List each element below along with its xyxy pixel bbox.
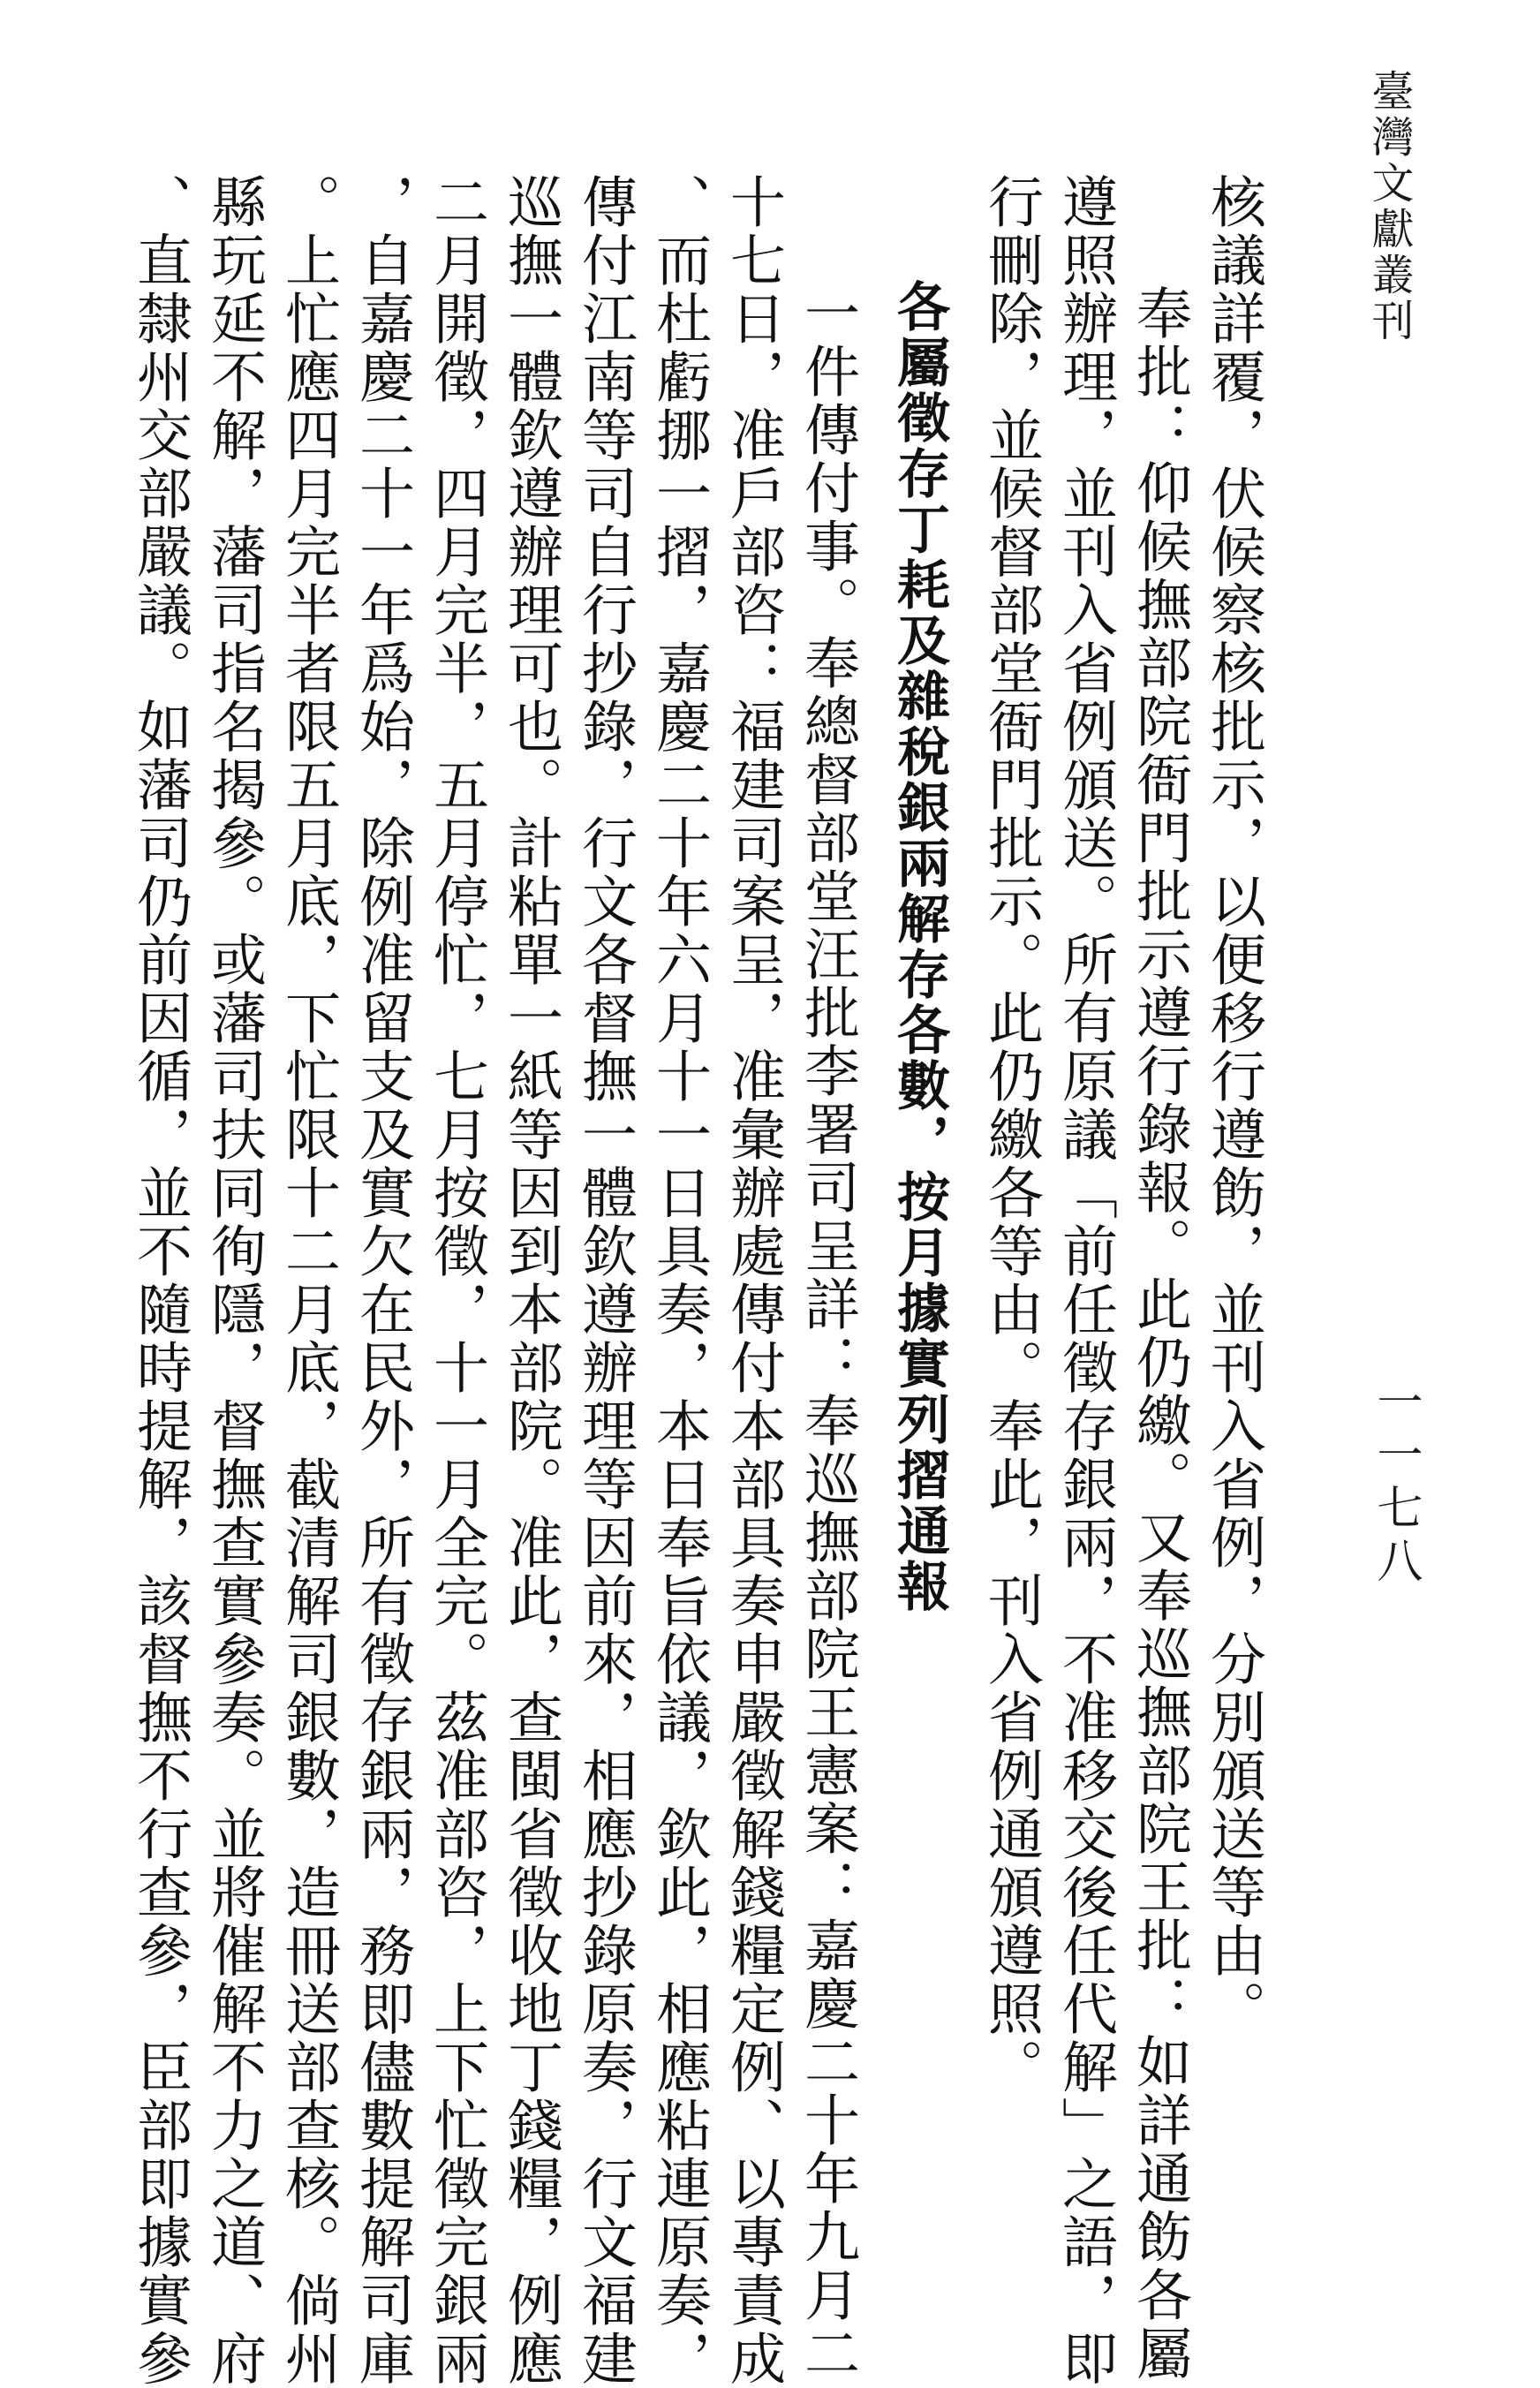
series-title: 臺灣文獻叢刊: [1364, 69, 1414, 344]
text-column: 。上忙應四月完半者限五月底，下忙限十二月底，截清解司銀數，造冊送部查核。倘州: [276, 173, 341, 2388]
text-column: 傳付江南等司自行抄錄，行文各督撫一體欽遵辦理等因前來，相應抄錄原奏，行文福建: [573, 173, 638, 2388]
text-column: 二月開徵，四月完半，五月停忙，七月按徵，十一月全完。茲准部咨，上下忙徵完銀兩: [425, 173, 489, 2388]
section-heading: 各屬徵存丁耗及雜稅銀兩解存各數，按月據實列摺通報: [888, 279, 950, 1614]
text-column: 行刪除，並候督部堂衙門批示。此仍繳各等由。奉此，刊入省例通頒遵照。: [979, 173, 1044, 2097]
text-column: 核議詳覆，伏候察核批示，以便移行遵飭，並刊入省例，分別頒送等由。: [1202, 173, 1266, 2038]
text-column: ，自嘉慶二十一年爲始，除例准留支及實欠在民外，所有徵存銀兩，務即儘數提解司庫: [351, 173, 415, 2388]
text-column: 奉批：仰候撫部院衙門批示遵行錄報。此仍繳。又奉巡撫部院王批：如詳通飭各屬: [1128, 284, 1192, 2383]
text-column: 、直隸州交部嚴議。如藩司仍前因循，並不隨時提解，該督撫不行查參，臣部即據實參: [128, 173, 192, 2388]
body-text: [128, 173, 1271, 2388]
text-column: 遵照辦理，並刊入省例頒送。所有原議「前任徵存銀兩，不准移交後任代解」之語，即: [1053, 173, 1118, 2388]
text-column: 、而杜虧挪一摺，嘉慶二十年六月十一日具奏，本日奉旨依議，欽此，相應粘連原奏，: [647, 173, 712, 2388]
text-column: 十七日，准戶部咨：福建司案呈，准彙辦處傳付本部具奏申嚴徵解錢糧定例、以專責成: [721, 173, 786, 2388]
text-column: 縣玩延不解，藩司指名揭參。或藩司扶同徇隱，督撫查實參奏。並將催解不力之道、府: [202, 173, 267, 2388]
page-number: 一一七八: [1369, 1378, 1422, 1590]
text-column: 巡撫一體欽遵辦理可也。計粘單一紙等因到本部院。准此，查閩省徵收地丁錢糧，例應: [499, 173, 563, 2388]
text-column: 一件傳付事。奉總督部堂汪批李署司呈詳：奉巡撫部院王憲案：嘉慶二十年九月二: [796, 284, 860, 2383]
